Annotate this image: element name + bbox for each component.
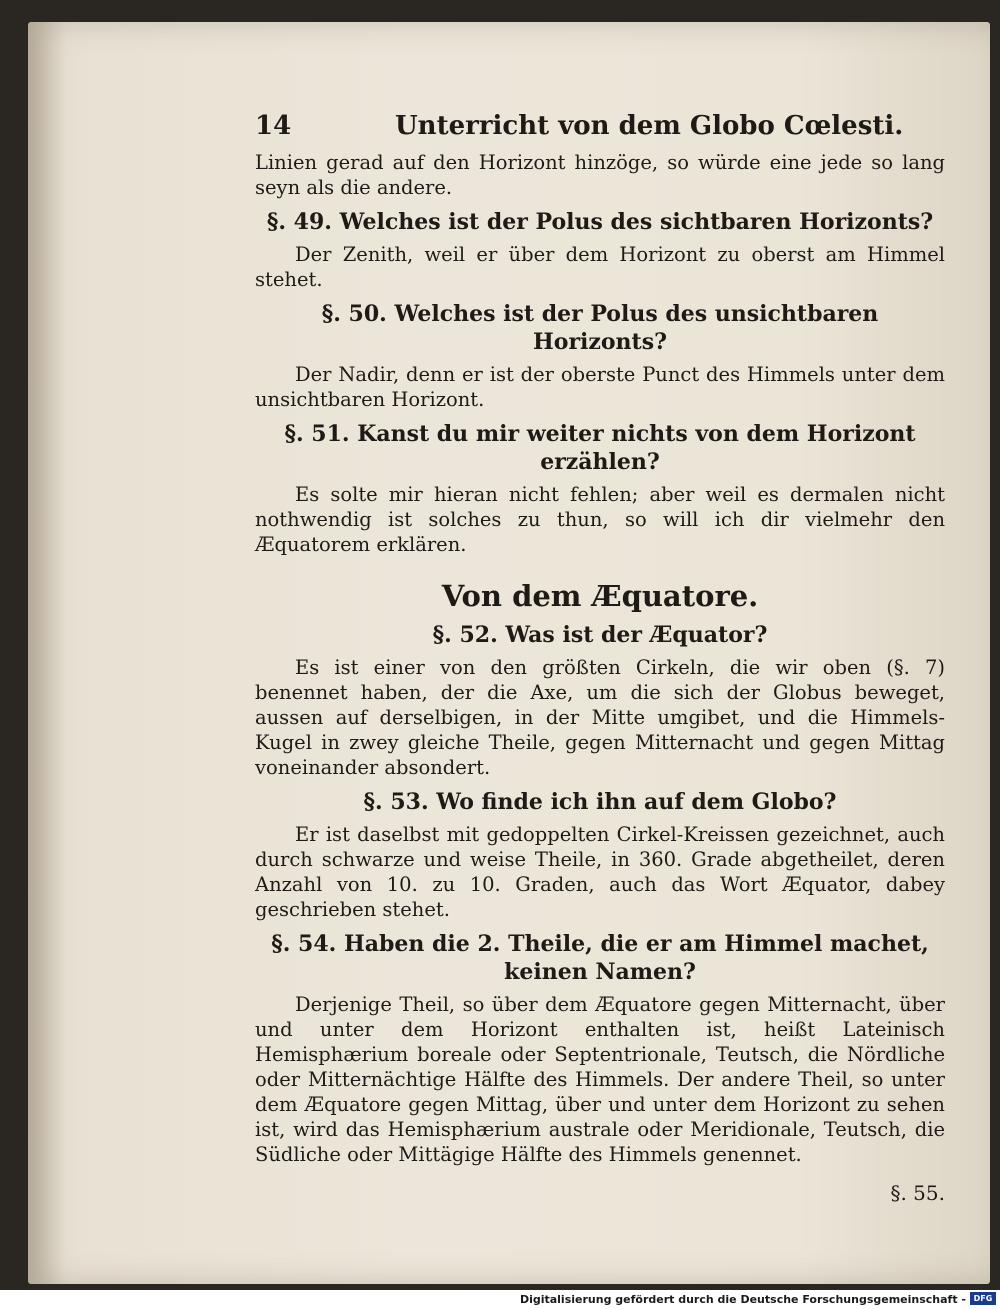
paragraph-intro: Linien gerad auf den Horizont hinzöge, so würde eine jede so lang seyn als die andere. <box>255 151 945 199</box>
question-54: §. 54. Haben die 2. Theile, die er am Himmel machet, keinen Namen? <box>271 931 929 985</box>
question-50: §. 50. Welches ist der Polus des unsichtbaren Horizonts? <box>321 301 879 355</box>
question-51: §. 51. Kanst du mir weiter nichts von dem Horizont erzählen? <box>284 421 916 475</box>
question-52: §. 52. Was ist der Æquator? <box>432 622 768 648</box>
answer-49: Der Zenith, weil er über dem Horizont zu oberst am Himmel stehet. <box>255 243 945 291</box>
answer-51: Es solte mir hieran nicht fehlen; aber weil es dermalen nicht nothwendig ist solches zu thun, so will ich dir vielmehr den Æquatorem erklären. <box>255 483 945 556</box>
page-number: 14 <box>255 111 292 141</box>
question-53: §. 53. Wo finde ich ihn auf dem Globo? <box>363 789 837 815</box>
question-49: §. 49. Welches ist der Polus des sichtbaren Horizonts? <box>266 209 934 235</box>
section-heading: Von dem Æquatore. <box>441 579 759 613</box>
running-title: Unterricht von dem Globo Cœlesti. <box>395 111 904 141</box>
page-header <box>255 110 945 150</box>
answer-53: Er ist daselbst mit gedoppelten Cirkel-Kreissen gezeichnet, auch durch schwarze und weise Theile, in 360. Grade abgetheilet, deren Anzahl von 10. zu 10. Graden, auch das Wort Æquator, dabey geschrieben stehet. <box>255 823 945 921</box>
funding-notice: Digitalisierung gefördert durch die Deutsche Forschungsgemeinschaft - <box>519 1293 966 1306</box>
answer-54: Derjenige Theil, so über dem Æquatore gegen Mitternacht, über und unter dem Horizont enthalten ist, heißt Lateinisch Hemisphærium boreale oder Septentrionale, Teutsch, die Nördliche oder Mitternächtige Hälfte des Himmels. Der andere Theil, so unter dem Æquatore gegen Mittag, über und unter dem Horizont zu sehen ist, wird das Hemisphærium australe oder Meridionale, Teutsch, die Südliche oder Mittägige Hälfte des Himmels genennet. <box>255 993 945 1166</box>
answer-50: Der Nadir, denn er ist der oberste Punct des Himmels unter dem unsichtbaren Horizont. <box>255 363 945 411</box>
catchword: §. 55. <box>890 1181 945 1205</box>
answer-52: Es ist einer von den größten Cirkeln, die wir oben (§. 7) benennet haben, der die Axe, um die sich der Globus beweget, aussen auf derselbigen, in der Mitte umgibet, und die Himmels-Kugel in zwey gleiche Theile, gegen Mitternacht und gegen Mittag voneinander absondert. <box>255 656 945 779</box>
dfg-logo: DFG <box>970 1292 996 1305</box>
page-text <box>255 110 945 1206</box>
